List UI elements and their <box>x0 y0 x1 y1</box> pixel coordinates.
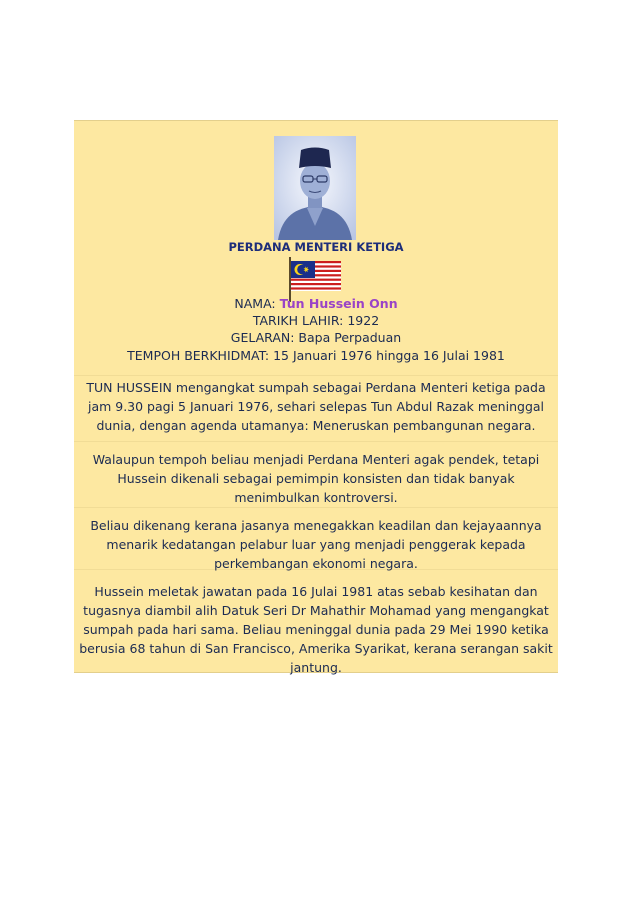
paragraph-line: Hussein meletak jawatan pada 16 Julai 1981 atas sebab kesihatan dan <box>94 584 538 599</box>
row-divider <box>74 375 558 376</box>
paragraph-tenure <box>74 450 558 507</box>
paragraph-legacy <box>74 516 558 573</box>
portrait-photo <box>274 136 356 240</box>
paragraph-oath <box>74 378 558 435</box>
row-divider <box>74 507 558 508</box>
page-heading: PERDANA MENTERI KETIGA <box>228 240 404 254</box>
paragraph-line: jantung. <box>290 660 342 675</box>
paragraph-line: dunia, dengan agenda utamanya: Meneruskan pembangunan negara. <box>96 418 536 433</box>
paragraph-line: tugasnya diambil alih Datuk Seri Dr Mahathir Mohamad yang mengangkat <box>83 603 549 618</box>
name-label: NAMA: <box>234 296 280 311</box>
paragraph-line: Hussein dikenali sebagai pemimpin konsisten dan tidak banyak <box>117 471 515 486</box>
paragraph-line: Walaupun tempoh beliau menjadi Perdana Menteri agak pendek, tetapi <box>92 452 540 467</box>
birth-line: TARIKH LAHIR: 1922 <box>252 313 380 328</box>
paragraph-line: berusia 68 tahun di San Francisco, Amerika Syarikat, kerana serangan sakit <box>79 641 553 656</box>
paragraph-resignation <box>74 582 558 677</box>
row-divider <box>74 441 558 442</box>
paragraph-line: jam 9.30 pagi 5 Januari 1976, sehari selepas Tun Abdul Razak meninggal <box>87 399 545 414</box>
paragraph-line: TUN HUSSEIN mengangkat sumpah sebagai Perdana Menteri ketiga pada <box>86 380 546 395</box>
paragraph-line: perkembangan ekonomi negara. <box>214 556 418 571</box>
paragraph-line: menimbulkan kontroversi. <box>234 490 398 505</box>
title-line: GELARAN: Bapa Perpaduan <box>230 330 402 345</box>
paragraph-line: menarik kedatangan pelabur luar yang menjadi penggerak kepada <box>106 537 526 552</box>
name-line <box>74 296 558 312</box>
term-line: TEMPOH BERKHIDMAT: 15 Januari 1976 hingga 16 Julai 1981 <box>127 348 505 363</box>
name-value: Tun Hussein Onn <box>279 296 398 311</box>
paragraph-line: Beliau dikenang kerana jasanya menegakkan keadilan dan kejayaannya <box>90 518 542 533</box>
paragraph-line: sumpah pada hari sama. Beliau meninggal dunia pada 29 Mei 1990 ketika <box>83 622 549 637</box>
